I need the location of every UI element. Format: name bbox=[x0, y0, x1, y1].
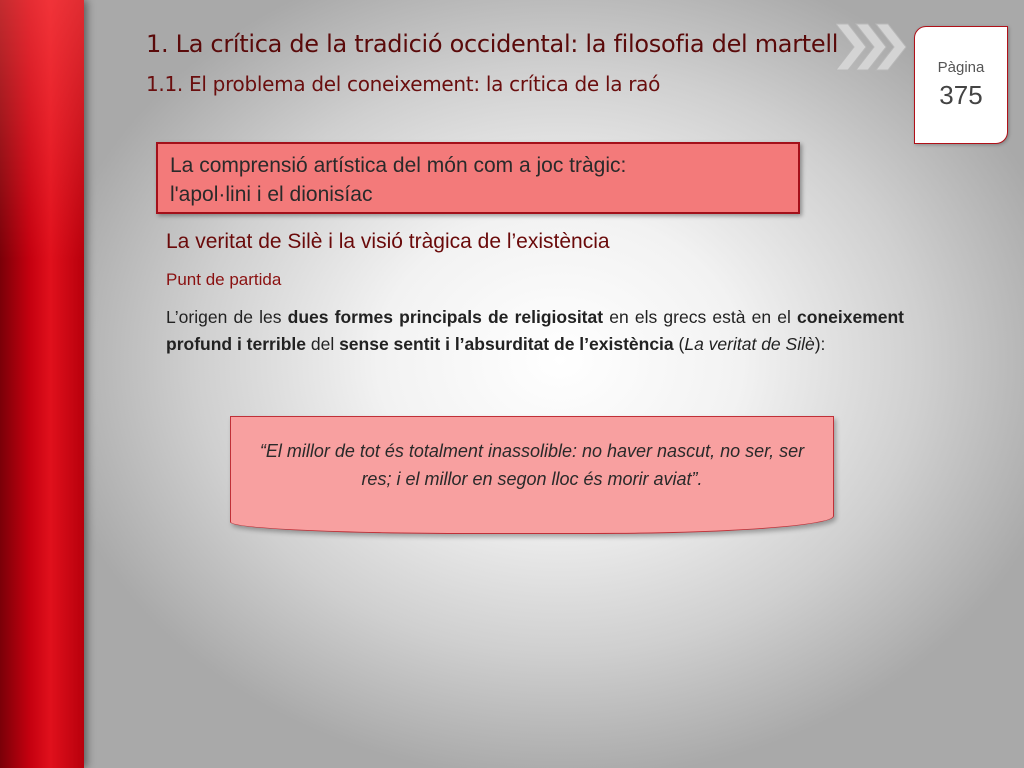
topic-line-2: l'apol·lini i el dionisíac bbox=[170, 183, 373, 206]
paragraph-italic-1: La veritat de Silè bbox=[684, 334, 815, 354]
topic-box bbox=[156, 142, 800, 214]
paragraph-bold-3: sense sentit i l’absurditat de l’existència bbox=[339, 334, 674, 354]
slide-title: 1. La crítica de la tradició occidental: la filosofia del martell bbox=[146, 30, 839, 58]
section-heading: La veritat de Silè i la visió tràgica de l’existència bbox=[166, 230, 610, 253]
quote-text: “El millor de tot és totalment inassolible: no haver nascut, no ser, ser res; i el millor en segon lloc és morir aviat”. bbox=[259, 441, 805, 489]
paragraph-bold-1: dues formes principals de religiositat bbox=[287, 307, 604, 327]
page-label: Pàgina bbox=[937, 59, 985, 76]
section-label: Punt de partida bbox=[166, 270, 282, 289]
page-indicator bbox=[914, 26, 1008, 144]
topic-line-1: La comprensió artística del món com a joc tràgic: bbox=[170, 154, 627, 177]
paragraph-text-3: del bbox=[306, 334, 340, 354]
page-number: 375 bbox=[939, 80, 983, 110]
quote-box bbox=[230, 416, 834, 534]
chevrons-right-icon bbox=[836, 22, 916, 72]
paragraph-text-4: ( bbox=[673, 334, 685, 354]
slide-subtitle: 1.1. El problema del coneixement: la crítica de la raó bbox=[146, 72, 661, 96]
paragraph-text-5: ): bbox=[814, 334, 826, 354]
side-accent-bar bbox=[0, 0, 84, 768]
paragraph-text-2: en els grecs està en el bbox=[603, 307, 798, 327]
paragraph-bold-2: coneixement profund i terrible bbox=[166, 307, 904, 354]
body-paragraph bbox=[166, 304, 904, 358]
side-bar-highlight bbox=[0, 0, 84, 260]
paragraph-text-1: L’origen de les bbox=[166, 307, 288, 327]
